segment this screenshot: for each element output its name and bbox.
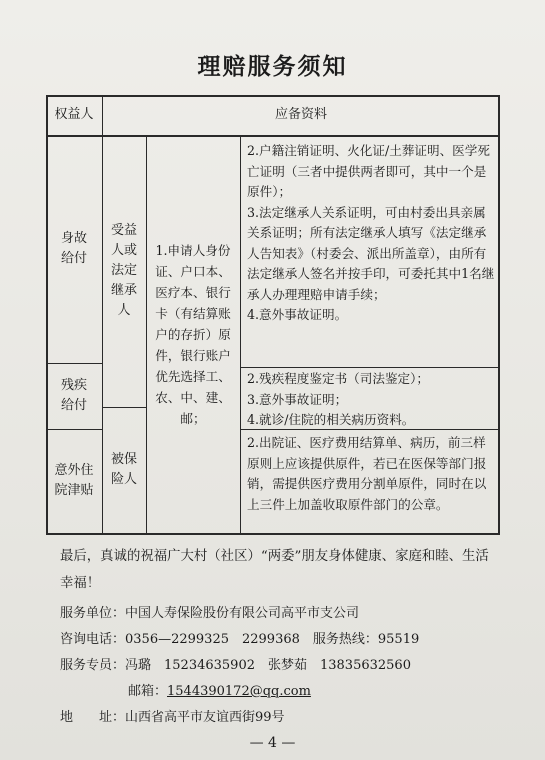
email-line: [128, 682, 311, 702]
page-number: — 4 —: [249, 735, 296, 751]
header-beneficiary: 权益人: [54, 107, 94, 122]
claims-table: [46, 95, 500, 535]
table-line: [102, 95, 103, 535]
recipient-insured: 被保险人: [110, 452, 137, 487]
disability-doc-item: 4.就诊/住院的相关病历资料。: [247, 412, 415, 427]
recipient-beneficiary: 受益人或法定继承人: [110, 223, 137, 318]
death-doc-item: 2.户籍注销证明、火化证/土葬证明、医学死亡证明（三者中提供两者即可，其中一个是原件）；: [247, 143, 490, 199]
service-specialists: 服务专员：冯璐 15234635902 张梦茹 13835632560: [60, 658, 411, 673]
common-documents: 1.申请人身份证、户口本、医疗本、银行卡（有结算账户的存折）原件，银行账户优先选择工、农、中、建、邮；: [155, 242, 231, 426]
table-line: [146, 135, 147, 535]
table-line: [240, 367, 500, 368]
page-title: 理赔服务须知: [197, 54, 348, 80]
death-doc-item: 4.意外事故证明。: [247, 307, 348, 322]
closing-message: 最后，真诚的祝福广大村（社区）“两委”朋友身体健康、家庭和睦、生活幸福！: [60, 549, 489, 591]
email-label: 邮箱：: [128, 684, 168, 699]
header-required-documents: 应备资料: [274, 107, 327, 122]
row-label-death: 身故给付: [60, 231, 87, 266]
death-documents: [241, 141, 499, 367]
table-line: [46, 95, 48, 535]
email-link[interactable]: 1544390172@qq.com: [167, 684, 311, 699]
contact-phone: 咨询电话：0356—2299325 2299368 服务热线：95519: [60, 632, 420, 647]
service-unit: 服务单位：中国人寿保险股份有限公司高平市支公司: [60, 606, 360, 621]
row-label-disability: 残疾给付: [60, 378, 87, 413]
death-doc-item: 3.法定继承人关系证明，可由村委出具亲属关系证明；所有法定继承人填写《法定继承人告知表》（村委会、派出所盖章），由所有法定继承人签名并按手印，可委托其中1名继承人办理理赔申请手续；: [247, 204, 495, 302]
disability-doc-item: 2.残疾程度鉴定书（司法鉴定）；: [247, 371, 430, 386]
address: 地 址：山西省高平市友谊西街99号: [60, 710, 285, 725]
hospital-documents: [241, 433, 499, 533]
table-line: [46, 533, 500, 535]
disability-documents: [241, 369, 499, 429]
disability-doc-item: 3.意外事故证明；: [247, 391, 348, 407]
row-label-hospital: 意外住院津贴: [54, 463, 94, 498]
hospital-doc-item: 2.出院证、医疗费用结算单、病历，前三样原则上应该提供原件，若已在医保等部门报销，需提供医疗费用分割单原件，同时在以上三件上加盖收取原件部门的公章。: [247, 435, 487, 512]
